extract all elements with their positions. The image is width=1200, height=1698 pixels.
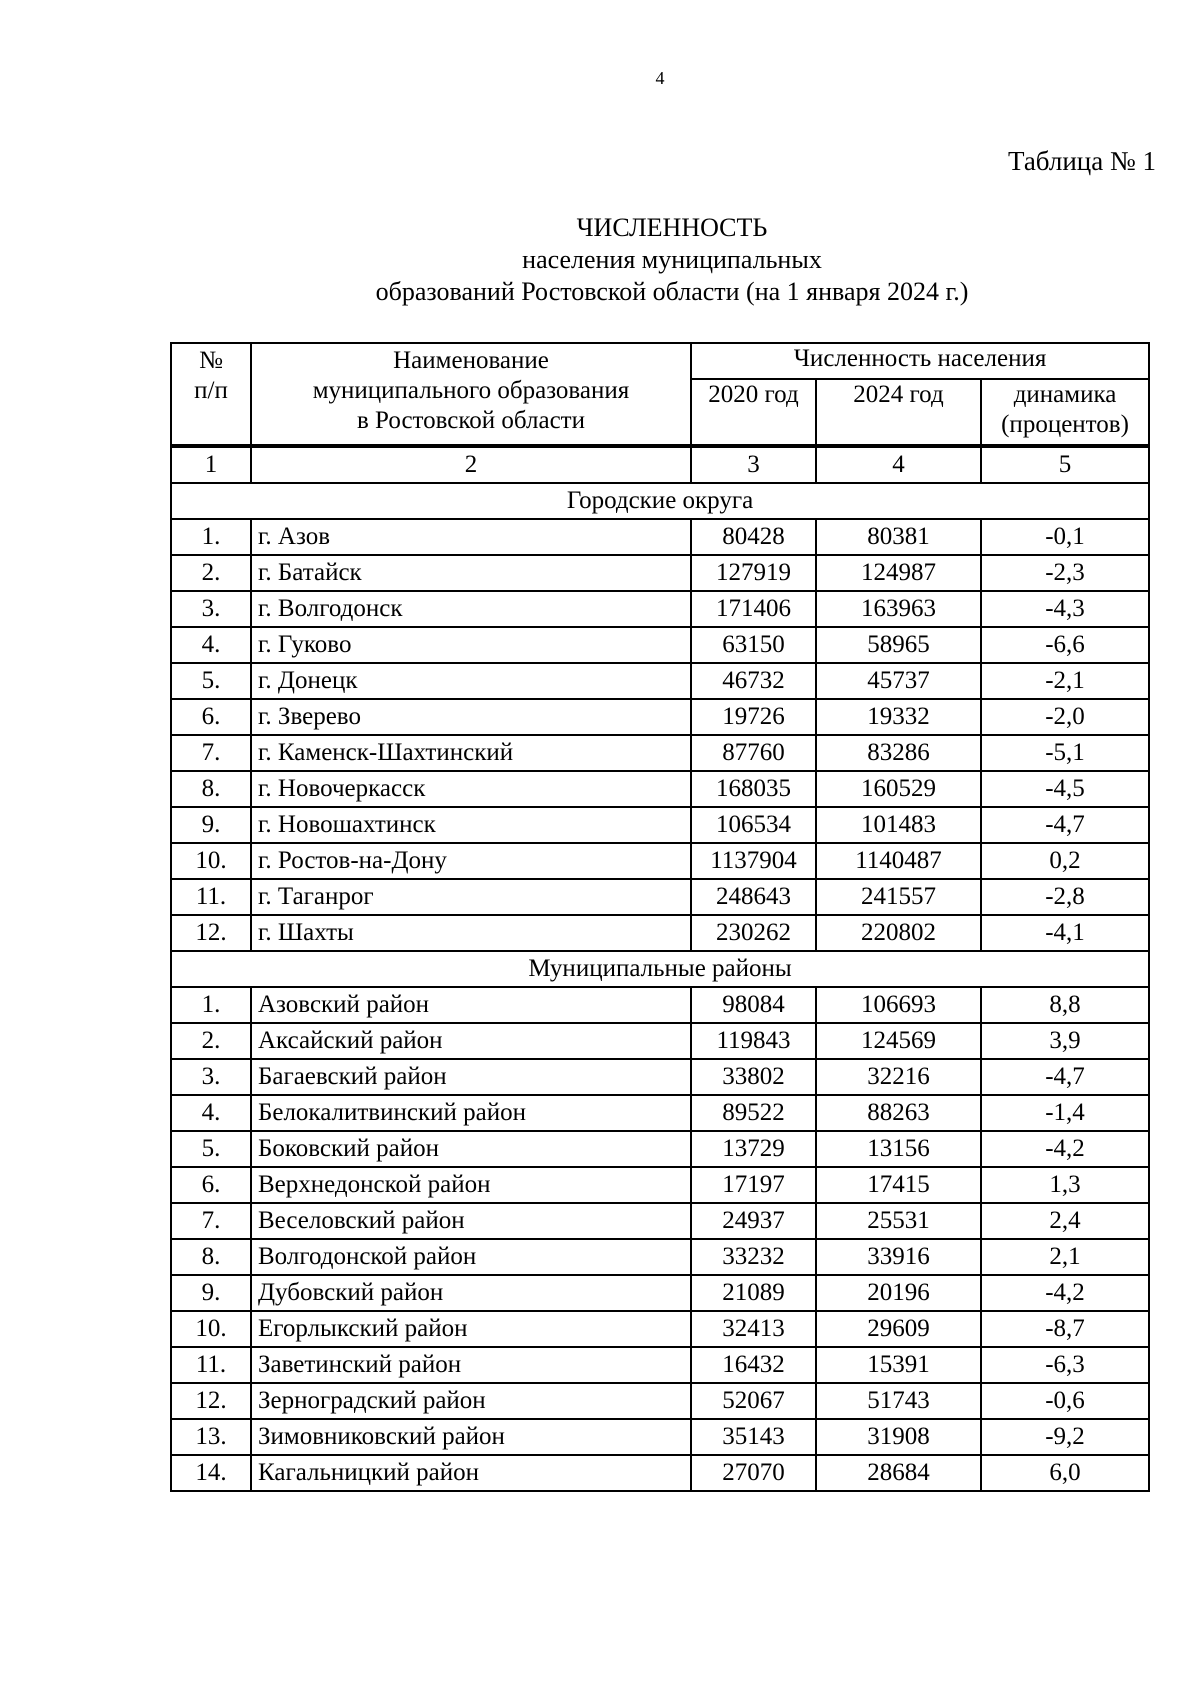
municipality-name: г. Ростов-на-Дону — [251, 843, 691, 879]
header-name: Наименование муниципального образования в Ростовской области — [251, 343, 691, 446]
population-2020: 80428 — [691, 519, 816, 555]
document-title — [170, 212, 1174, 308]
population-2020: 127919 — [691, 555, 816, 591]
row-number: 7. — [171, 735, 251, 771]
row-number: 2. — [171, 555, 251, 591]
table-row — [171, 555, 1149, 591]
population-2020: 46732 — [691, 663, 816, 699]
municipality-name: г. Батайск — [251, 555, 691, 591]
dynamics-percent: -0,6 — [981, 1383, 1149, 1419]
municipality-name: Зерноградский район — [251, 1383, 691, 1419]
population-2024: 101483 — [816, 807, 981, 843]
row-number: 7. — [171, 1203, 251, 1239]
row-number: 11. — [171, 879, 251, 915]
population-2020: 89522 — [691, 1095, 816, 1131]
dynamics-percent: -5,1 — [981, 735, 1149, 771]
table-row — [171, 1347, 1149, 1383]
dynamics-percent: 2,1 — [981, 1239, 1149, 1275]
municipality-name: г. Волгодонск — [251, 591, 691, 627]
column-number: 1 — [171, 446, 251, 483]
row-number: 1. — [171, 987, 251, 1023]
column-numbers-row — [171, 446, 1149, 483]
population-2024: 45737 — [816, 663, 981, 699]
dynamics-percent: 2,4 — [981, 1203, 1149, 1239]
population-2024: 17415 — [816, 1167, 981, 1203]
row-number: 10. — [171, 843, 251, 879]
table-row — [171, 1419, 1149, 1455]
population-2020: 106534 — [691, 807, 816, 843]
table-label: Таблица № 1 — [1008, 146, 1156, 176]
population-2020: 248643 — [691, 879, 816, 915]
row-number: 4. — [171, 627, 251, 663]
dynamics-percent: -2,1 — [981, 663, 1149, 699]
dynamics-percent: -6,6 — [981, 627, 1149, 663]
dynamics-percent: -4,2 — [981, 1131, 1149, 1167]
population-2020: 19726 — [691, 699, 816, 735]
row-number: 3. — [171, 591, 251, 627]
dynamics-percent: -6,3 — [981, 1347, 1149, 1383]
population-2020: 52067 — [691, 1383, 816, 1419]
population-2020: 168035 — [691, 771, 816, 807]
row-number: 6. — [171, 1167, 251, 1203]
population-2024: 29609 — [816, 1311, 981, 1347]
dynamics-percent: 1,3 — [981, 1167, 1149, 1203]
population-2024: 88263 — [816, 1095, 981, 1131]
table-row — [171, 1311, 1149, 1347]
population-2024: 51743 — [816, 1383, 981, 1419]
population-2020: 32413 — [691, 1311, 816, 1347]
population-2020: 33802 — [691, 1059, 816, 1095]
row-number: 4. — [171, 1095, 251, 1131]
title-line-2: населения муниципальных — [522, 245, 822, 274]
municipality-name: г. Зверево — [251, 699, 691, 735]
table-row — [171, 1059, 1149, 1095]
table-row — [171, 1383, 1149, 1419]
row-number: 6. — [171, 699, 251, 735]
title-line-1: ЧИСЛЕННОСТЬ — [576, 213, 768, 242]
municipality-name: Заветинский район — [251, 1347, 691, 1383]
table-row — [171, 591, 1149, 627]
header-population: Численность населения — [691, 343, 1149, 379]
dynamics-percent: -4,2 — [981, 1275, 1149, 1311]
header-year-2020: 2020 год — [691, 379, 816, 446]
row-number: 5. — [171, 663, 251, 699]
population-2020: 17197 — [691, 1167, 816, 1203]
municipality-name: Верхнедонской район — [251, 1167, 691, 1203]
row-number: 10. — [171, 1311, 251, 1347]
row-number: 12. — [171, 1383, 251, 1419]
dynamics-percent: -4,7 — [981, 807, 1149, 843]
municipality-name: г. Каменск-Шахтинский — [251, 735, 691, 771]
population-2024: 58965 — [816, 627, 981, 663]
population-2024: 106693 — [816, 987, 981, 1023]
dynamics-percent: -4,1 — [981, 915, 1149, 951]
table-row — [171, 735, 1149, 771]
municipality-name: Багаевский район — [251, 1059, 691, 1095]
table-row — [171, 1239, 1149, 1275]
municipality-name: Веселовский район — [251, 1203, 691, 1239]
population-2024: 20196 — [816, 1275, 981, 1311]
row-number: 9. — [171, 1275, 251, 1311]
municipality-name: г. Новошахтинск — [251, 807, 691, 843]
header-year-2024: 2024 год — [816, 379, 981, 446]
municipality-name: г. Новочеркасск — [251, 771, 691, 807]
table-row — [171, 879, 1149, 915]
population-2024: 1140487 — [816, 843, 981, 879]
dynamics-percent: 8,8 — [981, 987, 1149, 1023]
column-number: 3 — [691, 446, 816, 483]
municipality-name: г. Шахты — [251, 915, 691, 951]
section-title: Городские округа — [171, 483, 1149, 519]
table-row — [171, 1167, 1149, 1203]
table-row — [171, 1455, 1149, 1491]
row-number: 3. — [171, 1059, 251, 1095]
population-2024: 19332 — [816, 699, 981, 735]
dynamics-percent: -1,4 — [981, 1095, 1149, 1131]
dynamics-percent: 0,2 — [981, 843, 1149, 879]
population-2020: 33232 — [691, 1239, 816, 1275]
population-2024: 163963 — [816, 591, 981, 627]
population-2020: 119843 — [691, 1023, 816, 1059]
municipality-name: Егорлыкский район — [251, 1311, 691, 1347]
page-number: 4 — [655, 68, 665, 88]
population-2024: 33916 — [816, 1239, 981, 1275]
table-row — [171, 1095, 1149, 1131]
table-row — [171, 1275, 1149, 1311]
municipality-name: Зимовниковский район — [251, 1419, 691, 1455]
row-number: 5. — [171, 1131, 251, 1167]
municipality-name: Белокалитвинский район — [251, 1095, 691, 1131]
population-2020: 230262 — [691, 915, 816, 951]
row-number: 2. — [171, 1023, 251, 1059]
municipality-name: г. Таганрог — [251, 879, 691, 915]
population-2020: 87760 — [691, 735, 816, 771]
population-2024: 83286 — [816, 735, 981, 771]
population-2024: 124987 — [816, 555, 981, 591]
dynamics-percent: -2,3 — [981, 555, 1149, 591]
column-number: 5 — [981, 446, 1149, 483]
municipality-name: Кагальницкий район — [251, 1455, 691, 1491]
dynamics-percent: -4,3 — [981, 591, 1149, 627]
header-dynamics: динамика (процентов) — [981, 379, 1149, 446]
municipality-name: Волгодонской район — [251, 1239, 691, 1275]
population-2024: 31908 — [816, 1419, 981, 1455]
section-row — [171, 951, 1149, 987]
municipality-name: Аксайский район — [251, 1023, 691, 1059]
dynamics-percent: -2,0 — [981, 699, 1149, 735]
population-2020: 21089 — [691, 1275, 816, 1311]
population-2024: 15391 — [816, 1347, 981, 1383]
row-number: 1. — [171, 519, 251, 555]
table-row — [171, 987, 1149, 1023]
population-2020: 1137904 — [691, 843, 816, 879]
header-number: № п/п — [171, 343, 251, 446]
row-number: 9. — [171, 807, 251, 843]
dynamics-percent: -4,5 — [981, 771, 1149, 807]
table-row — [171, 663, 1149, 699]
population-2020: 24937 — [691, 1203, 816, 1239]
municipality-name: г. Донецк — [251, 663, 691, 699]
population-2020: 98084 — [691, 987, 816, 1023]
municipality-name: Азовский район — [251, 987, 691, 1023]
population-2024: 28684 — [816, 1455, 981, 1491]
population-2020: 35143 — [691, 1419, 816, 1455]
row-number: 8. — [171, 1239, 251, 1275]
dynamics-percent: -9,2 — [981, 1419, 1149, 1455]
dynamics-percent: -4,7 — [981, 1059, 1149, 1095]
section-row — [171, 483, 1149, 519]
table-row — [171, 1131, 1149, 1167]
dynamics-percent: -8,7 — [981, 1311, 1149, 1347]
population-table — [170, 342, 1150, 1492]
table-row — [171, 843, 1149, 879]
population-2024: 160529 — [816, 771, 981, 807]
table-row — [171, 807, 1149, 843]
row-number: 14. — [171, 1455, 251, 1491]
row-number: 13. — [171, 1419, 251, 1455]
municipality-name: Боковский район — [251, 1131, 691, 1167]
column-number: 4 — [816, 446, 981, 483]
population-2020: 13729 — [691, 1131, 816, 1167]
title-line-3: образований Ростовской области (на 1 января 2024 г.) — [375, 277, 969, 306]
table-row — [171, 519, 1149, 555]
population-2020: 63150 — [691, 627, 816, 663]
table-row — [171, 699, 1149, 735]
column-number: 2 — [251, 446, 691, 483]
table-row — [171, 627, 1149, 663]
table-row — [171, 1203, 1149, 1239]
population-2024: 220802 — [816, 915, 981, 951]
population-2024: 13156 — [816, 1131, 981, 1167]
table-row — [171, 1023, 1149, 1059]
population-2024: 80381 — [816, 519, 981, 555]
dynamics-percent: -0,1 — [981, 519, 1149, 555]
table-row — [171, 915, 1149, 951]
population-2020: 16432 — [691, 1347, 816, 1383]
population-2024: 32216 — [816, 1059, 981, 1095]
municipality-name: Дубовский район — [251, 1275, 691, 1311]
population-2020: 27070 — [691, 1455, 816, 1491]
row-number: 8. — [171, 771, 251, 807]
population-2024: 124569 — [816, 1023, 981, 1059]
row-number: 11. — [171, 1347, 251, 1383]
dynamics-percent: 6,0 — [981, 1455, 1149, 1491]
row-number: 12. — [171, 915, 251, 951]
population-2020: 171406 — [691, 591, 816, 627]
dynamics-percent: -2,8 — [981, 879, 1149, 915]
dynamics-percent: 3,9 — [981, 1023, 1149, 1059]
municipality-name: г. Азов — [251, 519, 691, 555]
population-2024: 25531 — [816, 1203, 981, 1239]
population-2024: 241557 — [816, 879, 981, 915]
section-title: Муниципальные районы — [171, 951, 1149, 987]
table-row — [171, 771, 1149, 807]
municipality-name: г. Гуково — [251, 627, 691, 663]
